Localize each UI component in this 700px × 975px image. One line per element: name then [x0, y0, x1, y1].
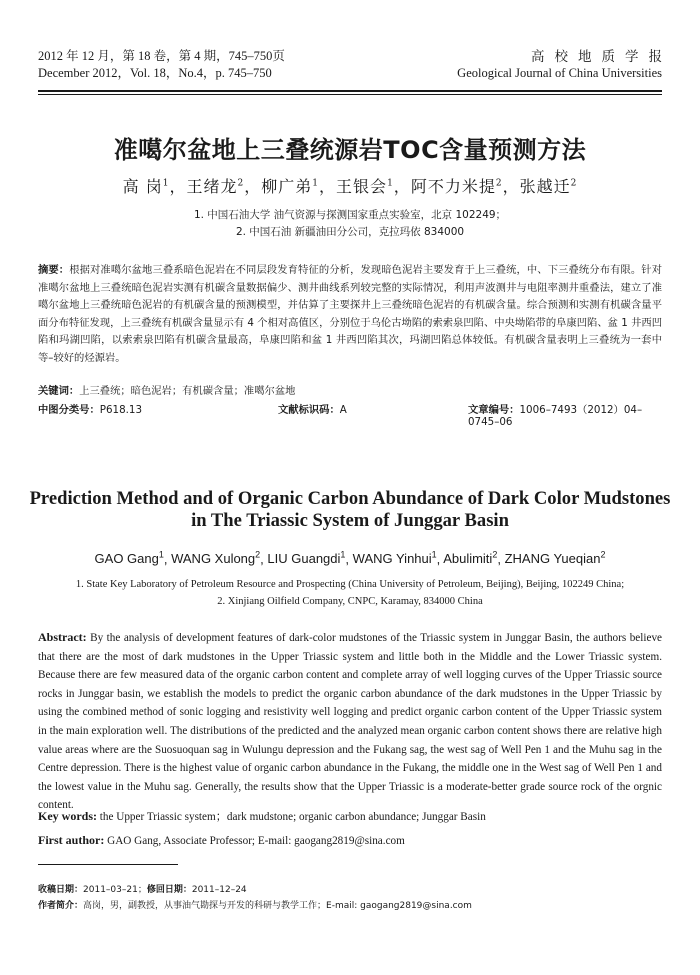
journal-name [457, 48, 672, 82]
en-author-affiliation-mark: 2 [255, 550, 261, 560]
bio-label: 作者简介： [38, 901, 84, 911]
revised-label: 修回日期： [146, 885, 192, 895]
first-author-label: First author: [38, 833, 105, 847]
footnote-rule [38, 864, 178, 865]
cn-author: 王银会$^1$ [336, 177, 394, 196]
cn-author: 张越迁$^2$ [519, 177, 578, 196]
cn-keywords-label: 关键词： [38, 385, 80, 397]
cn-abstract [38, 262, 662, 368]
cn-author-affiliation-mark: 1 [387, 178, 394, 189]
journal-name-cn: 高校地质学报 [531, 49, 672, 64]
cn-abstract-label: 摘要： [38, 264, 70, 276]
en-author: GAO Gang$^1$ [94, 550, 164, 567]
issue-info-en: December 2012，Vol. 18，No.4，p. 745–750 [38, 66, 272, 80]
en-keywords [38, 808, 662, 824]
cn-author-affiliation-mark: 1 [312, 178, 320, 189]
cn-affiliation-2: 2. 中国石油 新疆油田分公司，克拉玛依 834000 [235, 226, 465, 238]
doc-code-value: A [339, 404, 347, 416]
cn-author: 王绪龙$^2$ [186, 177, 245, 196]
issue-info [38, 48, 285, 82]
en-author: WANG Xulong$^2$ [171, 550, 261, 567]
clc-label: 中图分类号： [38, 404, 100, 416]
first-author-text: GAO Gang, Associate Professor; E-mail: gaogang2819@sina.com [107, 835, 405, 847]
en-author: Abulimiti$^2$ [443, 550, 498, 567]
doc-code-label: 文献标识码： [278, 404, 340, 416]
running-header [38, 48, 672, 90]
clc-number [38, 401, 142, 416]
en-author: WANG Yinhui$^1$ [352, 550, 437, 567]
journal-name-en: Geological Journal of China Universities [457, 66, 662, 80]
cn-title: 准噶尔盆地上三叠统源岩TOC含量预测方法 [113, 136, 587, 164]
cn-author: 高 岗$^1$ [122, 177, 170, 196]
article-number-value: 1006–7493（2012）04–0745–06 [468, 404, 643, 428]
cn-keywords-text: 上三叠统；暗色泥岩；有机碳含量；准噶尔盆地 [79, 385, 296, 397]
en-author-affiliation-mark: 2 [600, 550, 606, 560]
en-keywords-text: the Upper Triassic system；dark mudstone; organic carbon abundance; Junggar Basin [99, 811, 486, 823]
received-date: 2011–03–21； [83, 885, 147, 895]
cn-author: 柳广弟$^1$ [261, 177, 320, 196]
cn-author-affiliation-mark: 2 [570, 178, 578, 189]
cn-authors: 高 岗$^1$，王绪龙$^2$，柳广弟$^1$，王银会$^1$，阿不力米提$^2$，张越迁$^2$ [122, 177, 578, 196]
en-author-affiliation-mark: 1 [158, 550, 164, 560]
cn-author-affiliation-mark: 1 [162, 178, 170, 189]
cn-abstract-text: 根据对准噶尔盆地三叠系暗色泥岩在不同层段发育特征的分析，发现暗色泥岩主要发育于上三叠统，中、下三叠统分布有限。针对准噶尔盆地上三叠统暗色泥岩实测有机碳含量数据偏少、测井曲线系列较完整的实际情况，利用声波测井与电阻率测井重叠法，建立了准噶尔盆地上三叠统暗色泥岩的有机碳含量的预测模型，并估算了主要探井上三叠统暗色泥岩的有机碳含量。综合预测和实测有机碳含量平面分布特征发现，上三叠统有机碳含量显示有 4 个相对高值区，分别位于乌伦古坳陷的索索泉凹陷、中央坳陷带的阜康凹陷、盆 1 井西凹陷和玛湖凹陷，以索索泉凹陷有机碳含量最高，阜康凹陷和盆 1 井西凹陷其次，玛湖凹陷总体较低。有机碳含量表明上三叠统为一套中等–较好的烃源岩。 [38, 264, 663, 364]
en-author-affiliation-mark: 1 [340, 550, 346, 560]
en-title-line-2: in The Triassic System of Junggar Basin [191, 510, 509, 531]
en-abstract-text: By the analysis of development features of dark-color mudstones of the Triassic system in Junggar Basin, the authors believe that there are the most of dark mudstones in the Upper Triassic system and little both in the Middle and the Lower Triassic system. Because there are few measured data of the organic carbon content and complete array of well logging curves of the Upper Triassic source rocks in Junggar basin, we establish the models to predict the organic carbon abundance of the dark mudstones in the Upper Triassic by using the combined method of sonic logging and resistivity well logging and predict organic carbon content of the Upper Triassic system in the main exploration well. The distributions of the predicted and the analyzed mean organic carbon content shows there are relative high value areas where are the Suosuoquan sag in Wulungu depression and the Fukang sag, the west sag of Well Pen 1 and the Muhu sag in the Centre depression. There is the highest value of organic carbon abundance in the Fukang, the middle one in the West sag of Well Pen 1 and the lowest value in the Muhu sag. Generally, the results show that the Upper Triassic is a moderate-better grade source rock of the orgnic content. [38, 632, 662, 812]
issue-info-cn: 2012 年 12 月，第 18 卷，第 4 期，745–750页 [38, 49, 285, 63]
footnote-bio [38, 898, 662, 911]
cn-classification [38, 401, 662, 428]
doc-code [278, 401, 347, 416]
en-keywords-label: Key words: [38, 809, 97, 823]
cn-author-affiliation-mark: 2 [237, 178, 245, 189]
clc-value: P618.13 [99, 404, 143, 416]
cn-affiliation-1: 1. 中国石油大学 油气资源与探测国家重点实验室，北京 102249； [193, 209, 507, 221]
article-number-label: 文章编号： [468, 404, 520, 416]
article-number [468, 401, 662, 428]
bio-text: 高岗，男，副教授，从事油气勘探与开发的科研与教学工作；E-mail: gaogang2819@sina.com [83, 901, 472, 911]
en-abstract-label: Abstract: [38, 630, 87, 644]
first-author [38, 833, 662, 848]
en-title [20, 488, 680, 532]
footnote-dates [38, 882, 662, 895]
cn-keywords [38, 382, 662, 397]
en-author-affiliation-mark: 2 [492, 550, 498, 560]
en-abstract [38, 628, 662, 815]
en-affiliation-2: 2. Xinjiang Oilfield Company, CNPC, Karamay, 834000 China [217, 596, 483, 607]
en-affiliation-1: 1. State Key Laboratory of Petroleum Resource and Prospecting (China University of Petroleum, Beijing), Beijing, 102249 China; [75, 579, 625, 590]
cn-author-affiliation-mark: 2 [495, 178, 503, 189]
revised-date: 2011–12–24 [191, 885, 247, 895]
cn-author: 阿不力米提$^2$ [410, 177, 503, 196]
en-author: ZHANG Yueqian$^2$ [504, 550, 606, 567]
received-label: 收稿日期： [38, 885, 84, 895]
en-authors: GAO Gang$^1$, WANG Xulong$^2$, LIU Guangdi$^1$, WANG Yinhui$^1$, Abulimiti$^2$, ZHANG Yueqian$^2$ [94, 550, 606, 567]
en-title-line-1: Prediction Method and of Organic Carbon Abundance of Dark Color Mudstones [29, 488, 671, 509]
en-author: LIU Guangdi$^1$ [267, 550, 346, 567]
header-rule-thick [38, 90, 662, 92]
header-rule-thin [38, 94, 662, 95]
en-author-affiliation-mark: 1 [431, 550, 437, 560]
